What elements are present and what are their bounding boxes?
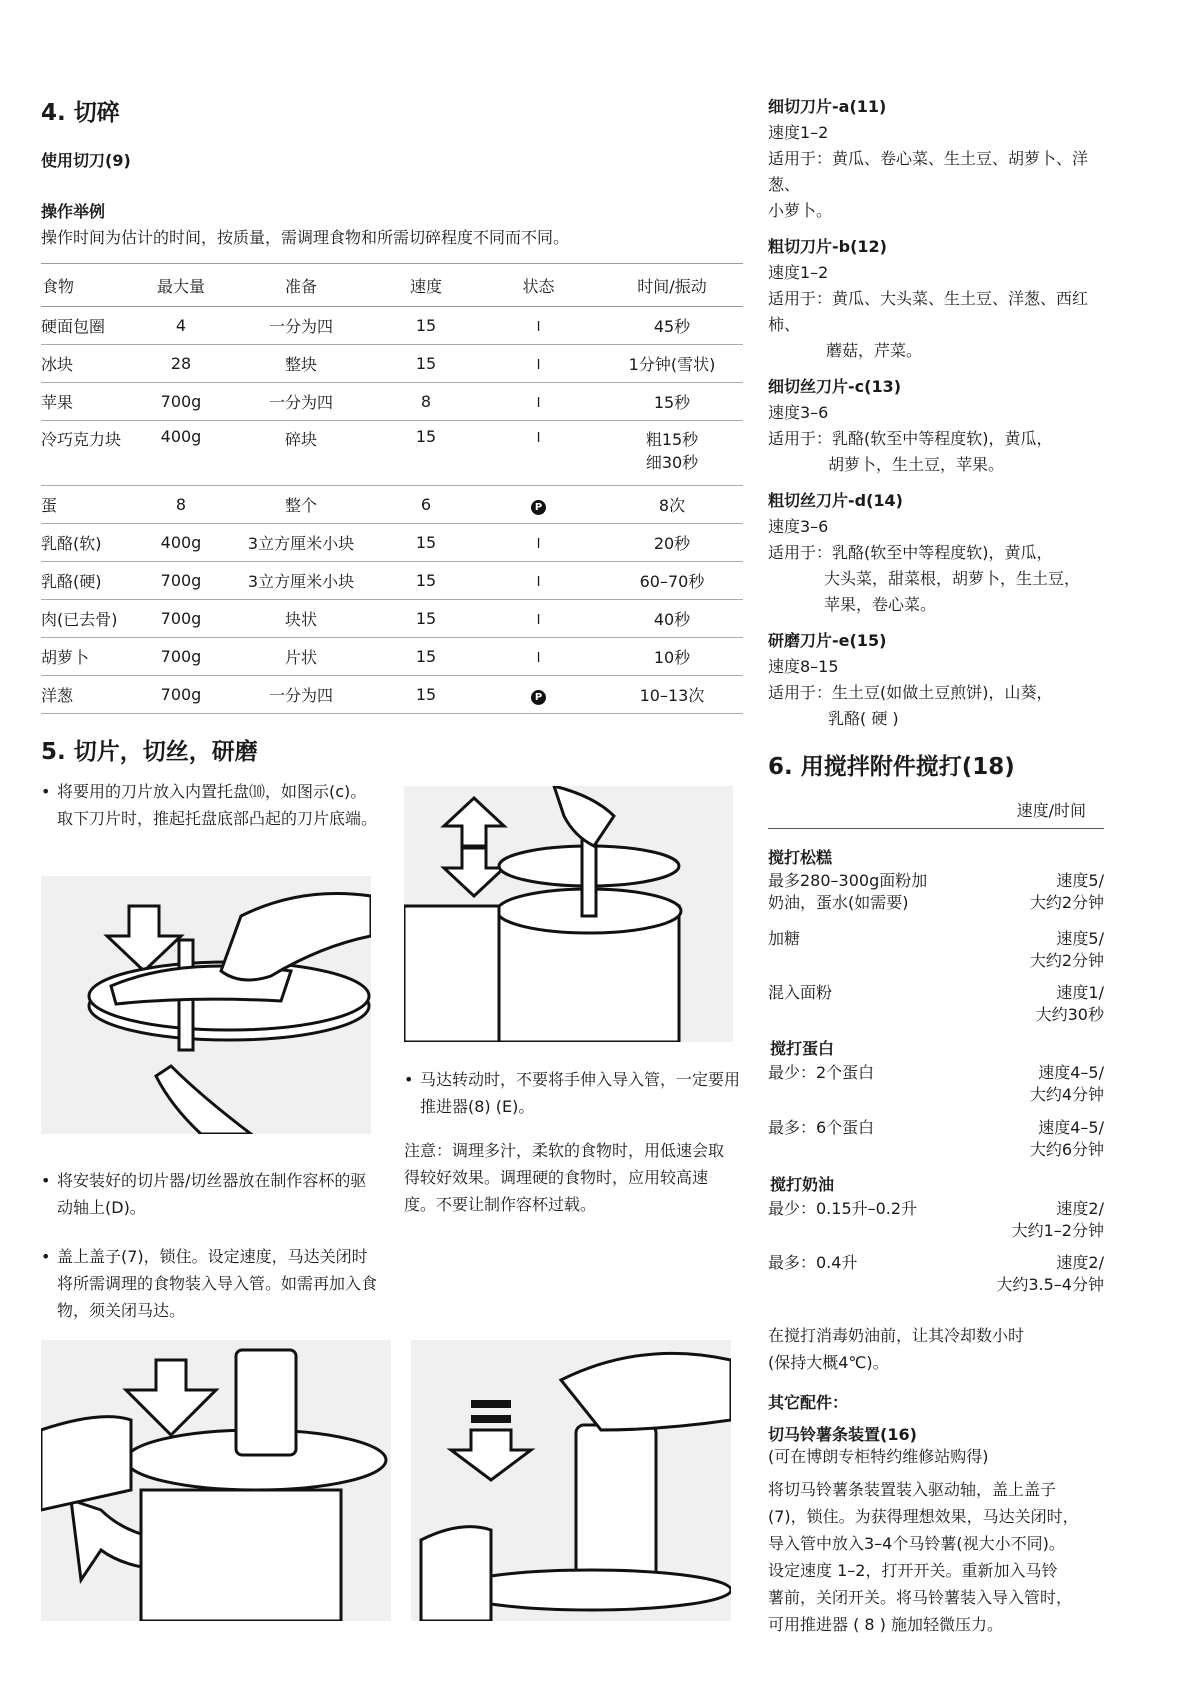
fries-subtitle: (可在博朗专柜特约维修站购得) <box>768 1447 989 1466</box>
max-amount-cell: 400g <box>136 421 226 486</box>
blade-insert-drawing <box>41 876 371 1134</box>
table-row <box>41 383 743 421</box>
whip-row <box>768 1062 1104 1106</box>
whip-time: 大约4分钟 <box>1029 1085 1104 1104</box>
whip-item: 最多：0.4升 <box>768 1253 858 1272</box>
time-cell <box>601 562 743 600</box>
mode-cell <box>476 600 601 638</box>
other-accessories-title: 其它配件： <box>768 1393 849 1412</box>
whip-time: 大约30秒 <box>1035 1005 1104 1024</box>
time-cell <box>601 486 743 524</box>
time-value: 粗15秒 <box>645 430 699 449</box>
section-5-title: 5. 切片，切丝，研磨 <box>41 739 258 765</box>
whip-time: 大约2分钟 <box>1029 893 1104 912</box>
table-row <box>41 600 743 638</box>
mode-cell <box>476 486 601 524</box>
continuous-mode-mark: I <box>536 320 541 335</box>
time-cell <box>601 383 743 421</box>
time-value: 45秒 <box>653 317 691 336</box>
whip-item: 加糖 <box>768 929 801 948</box>
time-value: 15秒 <box>653 393 691 412</box>
whip-speed: 速度2/ <box>1056 1199 1104 1218</box>
speed-time-header: 速度/时间 <box>1016 801 1086 820</box>
whip-time: 大约6分钟 <box>1029 1140 1104 1159</box>
prep-cell: 3立方厘米小块 <box>226 524 376 562</box>
whip-item: 最少：2个蛋白 <box>768 1063 875 1082</box>
prep-cell: 3立方厘米小块 <box>226 562 376 600</box>
illustration-blade-remove <box>404 786 733 1042</box>
blade-b <box>768 234 1108 364</box>
blade-use: 胡萝卜，生土豆，苹果。 <box>828 455 1005 474</box>
speed-cell: 8 <box>376 383 476 421</box>
section-4-subtitle: 使用切刀(9) <box>41 151 131 170</box>
whip-row <box>768 1198 1104 1242</box>
blade-use: 小萝卜。 <box>768 201 833 220</box>
blade-c <box>768 374 1108 478</box>
speed-cell: 15 <box>376 524 476 562</box>
col-header: 时间/振动 <box>601 264 743 307</box>
prep-cell: 一分为四 <box>226 307 376 345</box>
blade-title: 粗切丝刀片-d(14) <box>768 491 903 510</box>
blade-use: 乳酪( 硬 ) <box>828 709 899 728</box>
time-cell <box>601 600 743 638</box>
table-row <box>41 421 743 486</box>
speed-cell: 15 <box>376 638 476 676</box>
section-6-title: 6. 用搅拌附件搅打(18) <box>768 754 1015 780</box>
blade-use: 苹果，卷心菜。 <box>824 595 937 614</box>
example-title: 操作举例 <box>41 202 106 221</box>
example-desc: 操作时间为估计的时间，按质量，需调理食物和所需切碎程度不同而不同。 <box>41 228 570 247</box>
bullet-4: • 马达转动时，不要将手伸入导入管，一定要用推进器(8) (E)。 <box>404 1066 750 1120</box>
section-4-title: 4. 切碎 <box>41 100 120 126</box>
speed-cell: 6 <box>376 486 476 524</box>
prep-cell: 片状 <box>226 638 376 676</box>
continuous-mode-mark: I <box>536 651 541 666</box>
mode-cell <box>476 345 601 383</box>
speed-cell: 15 <box>376 676 476 714</box>
pulse-icon: P <box>531 690 546 705</box>
whip-time: 大约1–2分钟 <box>1011 1221 1104 1240</box>
time-cell <box>601 307 743 345</box>
table-row <box>41 638 743 676</box>
blade-remove-drawing <box>404 786 733 1042</box>
cream-note <box>768 1322 1024 1376</box>
time-value: 40秒 <box>653 610 691 629</box>
blade-title: 研磨刀片-e(15) <box>768 631 887 650</box>
fries-line: 将切马铃薯条装置装入驱动轴，盖上盖子 <box>768 1480 1057 1499</box>
blade-use: 适用于：黄瓜、大头菜、生土豆、洋葱、西红柿、 <box>768 289 1089 334</box>
time-cell <box>601 524 743 562</box>
food-cell: 冷巧克力块 <box>41 421 136 486</box>
bullet-1: • 将要用的刀片放入内置托盘⑽，如图示(c)。取下刀片时，推起托盘底部凸起的刀片底端。 <box>41 778 382 832</box>
blade-a <box>768 94 1108 224</box>
col-header: 状态 <box>476 264 601 307</box>
food-cell: 乳酪(硬) <box>41 562 136 600</box>
blade-d <box>768 488 1108 618</box>
blade-use: 适用于：乳酪(软至中等程度软)，黄瓜， <box>768 429 1053 448</box>
max-amount-cell: 700g <box>136 562 226 600</box>
speed-cell: 15 <box>376 345 476 383</box>
fries-line: 设定速度 1–2，打开开关。重新加入马铃 <box>768 1561 1058 1580</box>
blade-speed: 速度3–6 <box>768 517 829 536</box>
time-value: 10–13次 <box>639 686 705 705</box>
whip-row <box>768 1252 1104 1296</box>
group-egg-white: 搅打蛋白 <box>770 1039 835 1058</box>
blade-title: 细切刀片-a(11) <box>768 97 887 116</box>
whip-row <box>768 928 1104 972</box>
speed-cell: 15 <box>376 600 476 638</box>
max-amount-cell: 4 <box>136 307 226 345</box>
table-row <box>41 676 743 714</box>
whip-row <box>768 982 1104 1026</box>
food-cell: 蛋 <box>41 486 136 524</box>
fries-line: 可用推进器 ( 8 ) 施加轻微压力。 <box>768 1615 1004 1634</box>
illustration-blade-insert <box>41 876 371 1134</box>
time-cell <box>601 638 743 676</box>
max-amount-cell: 8 <box>136 486 226 524</box>
blade-use: 蘑菇，芹菜。 <box>826 341 923 360</box>
time-cell <box>601 421 743 486</box>
blade-speed: 速度8–15 <box>768 657 839 676</box>
bullet-2: • 将安装好的切片器/切丝器放在制作容杯的驱动轴上(D)。 <box>41 1167 382 1221</box>
chopping-table <box>41 263 743 714</box>
fries-line: 薯前，关闭开关。将马铃薯装入导入管时， <box>768 1588 1073 1607</box>
food-cell: 乳酪(软) <box>41 524 136 562</box>
time-value: 8次 <box>658 496 686 515</box>
fries-instructions <box>768 1476 1079 1638</box>
prep-cell: 碎块 <box>226 421 376 486</box>
speed-cell: 15 <box>376 421 476 486</box>
whip-speed: 速度4–5/ <box>1038 1118 1104 1137</box>
whip-item: 最多：6个蛋白 <box>768 1118 875 1137</box>
fries-line: (7)，锁住。为获得理想效果，马达关闭时， <box>768 1507 1079 1526</box>
blade-title: 细切丝刀片-c(13) <box>768 377 902 396</box>
col-header: 食物 <box>41 264 136 307</box>
table-row <box>41 486 743 524</box>
whip-item: 最少：0.15升–0.2升 <box>768 1199 918 1218</box>
table-header-row <box>41 264 743 307</box>
mode-cell <box>476 562 601 600</box>
max-amount-cell: 700g <box>136 638 226 676</box>
time-value: 1分钟(雪状) <box>628 355 716 374</box>
whip-speed: 速度4–5/ <box>1038 1063 1104 1082</box>
whip-speed: 速度1/ <box>1056 983 1104 1002</box>
continuous-mode-mark: I <box>536 613 541 628</box>
group-sponge: 搅打松糕 <box>768 848 833 867</box>
max-amount-cell: 28 <box>136 345 226 383</box>
max-amount-cell: 400g <box>136 524 226 562</box>
illustration-assembly <box>41 1340 731 1621</box>
speed-cell: 15 <box>376 562 476 600</box>
col-header: 最大量 <box>136 264 226 307</box>
whip-item: 混入面粉 <box>768 983 833 1002</box>
blade-e <box>768 628 1108 732</box>
time-value: 细30秒 <box>645 453 699 472</box>
pulse-icon: P <box>531 500 546 515</box>
whip-time: 大约3.5–4分钟 <box>996 1275 1104 1294</box>
prep-cell: 块状 <box>226 600 376 638</box>
whip-item: 最多280–300g面粉加 <box>768 871 928 890</box>
time-value: 20秒 <box>653 534 691 553</box>
food-cell: 肉(已去骨) <box>41 600 136 638</box>
whip-speed: 速度5/ <box>1056 871 1104 890</box>
col-header: 速度 <box>376 264 476 307</box>
blade-speed: 速度3–6 <box>768 403 829 422</box>
table-row <box>41 345 743 383</box>
food-cell: 硬面包圈 <box>41 307 136 345</box>
fries-title: 切马铃薯条装置(16) <box>768 1425 917 1444</box>
mode-cell <box>476 638 601 676</box>
continuous-mode-mark: I <box>536 358 541 373</box>
blade-use: 适用于：生土豆(如做土豆煎饼)，山葵， <box>768 683 1053 702</box>
blade-use: 大头菜，甜菜根，胡萝卜，生土豆， <box>824 569 1081 588</box>
mode-cell <box>476 307 601 345</box>
prep-cell: 一分为四 <box>226 676 376 714</box>
cream-note-line: (保持大概4℃)。 <box>768 1353 889 1372</box>
blade-list <box>768 94 1108 732</box>
whip-speed: 速度5/ <box>1056 929 1104 948</box>
whip-item: 奶油，蛋水(如需要) <box>768 893 909 912</box>
fries-line: 导入管中放入3–4个马铃薯(视大小不同)。 <box>768 1534 1065 1553</box>
mode-cell <box>476 524 601 562</box>
max-amount-cell: 700g <box>136 676 226 714</box>
speed-cell: 15 <box>376 307 476 345</box>
prep-cell: 整个 <box>226 486 376 524</box>
time-value: 60–70秒 <box>639 572 705 591</box>
blade-speed: 速度1–2 <box>768 123 829 142</box>
time-cell <box>601 345 743 383</box>
table-row <box>41 562 743 600</box>
cream-note-line: 在搅打消毒奶油前，让其冷却数小时 <box>768 1326 1025 1345</box>
whip-row <box>768 870 1104 914</box>
whip-table-header <box>768 798 1104 829</box>
blade-speed: 速度1–2 <box>768 263 829 282</box>
group-cream: 搅打奶油 <box>770 1175 835 1194</box>
mode-cell <box>476 676 601 714</box>
blade-title: 粗切刀片-b(12) <box>768 237 887 256</box>
mode-cell <box>476 421 601 486</box>
max-amount-cell: 700g <box>136 383 226 421</box>
whip-speed: 速度2/ <box>1056 1253 1104 1272</box>
blade-use: 适用于：黄瓜、卷心菜、生土豆、胡萝卜、洋葱、 <box>768 149 1089 194</box>
table-row <box>41 307 743 345</box>
note-text: 注意：调理多汁，柔软的食物时，用低速会取得较好效果。调理硬的食物时，应用较高速度。不要让制作容杯过载。 <box>404 1141 725 1214</box>
table-row <box>41 524 743 562</box>
col-header: 准备 <box>226 264 376 307</box>
continuous-mode-mark: I <box>536 431 541 446</box>
prep-cell: 整块 <box>226 345 376 383</box>
max-amount-cell: 700g <box>136 600 226 638</box>
whip-row <box>768 1117 1104 1161</box>
continuous-mode-mark: I <box>536 396 541 411</box>
assembly-drawing <box>41 1340 731 1621</box>
continuous-mode-mark: I <box>536 575 541 590</box>
prep-cell: 一分为四 <box>226 383 376 421</box>
food-cell: 胡萝卜 <box>41 638 136 676</box>
food-cell: 洋葱 <box>41 676 136 714</box>
blade-use: 适用于：乳酪(软至中等程度软)，黄瓜， <box>768 543 1053 562</box>
mode-cell <box>476 383 601 421</box>
food-cell: 冰块 <box>41 345 136 383</box>
continuous-mode-mark: I <box>536 537 541 552</box>
food-cell: 苹果 <box>41 383 136 421</box>
whip-time: 大约2分钟 <box>1029 951 1104 970</box>
time-value: 10秒 <box>653 648 691 667</box>
time-cell <box>601 676 743 714</box>
bullet-3: • 盖上盖子(7)，锁住。设定速度，马达关闭时将所需调理的食物装入导入管。如需再加入食物，须关闭马达。 <box>41 1243 382 1324</box>
